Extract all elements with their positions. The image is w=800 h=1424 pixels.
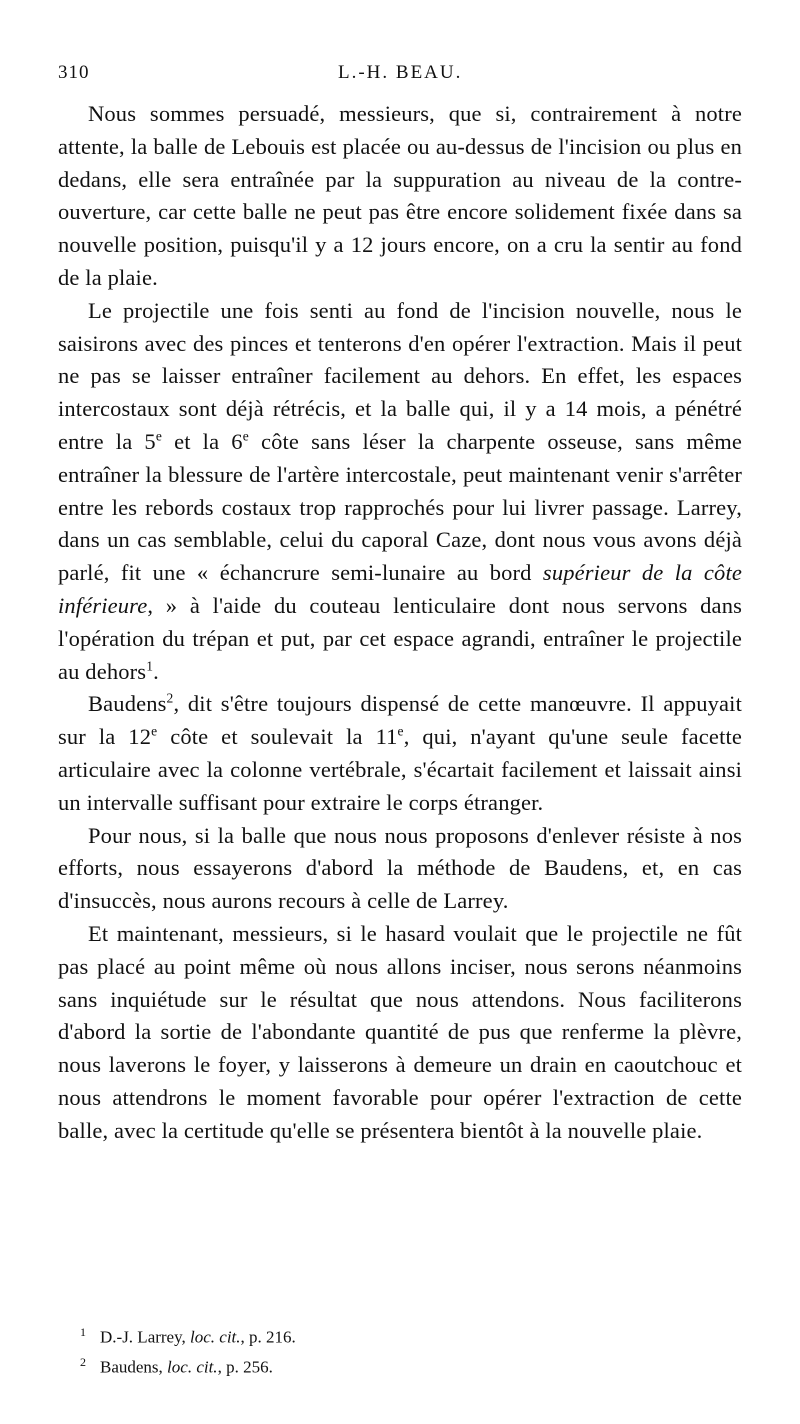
- footnote-1: 1 D.-J. Larrey, loc. cit., p. 216.: [80, 1325, 296, 1347]
- paragraph-1: Nous sommes persuadé, messieurs, que si, contrairement à notre attente, la balle de Lebouis est placée ou au-dessus de l'incision ou plus en dedans, elle sera entraînée par la suppuration au niveau de la contre-ouverture, car cette balle ne peut pas être encore solidement fixée dans sa nouvelle position, puisqu'il y a 12 jours encore, on a cru la sentir au fond de la plaie.: [58, 101, 742, 290]
- running-head: L.-H. BEAU.: [338, 62, 463, 83]
- italic-phrase: supérieur de la côte inférieure: [58, 560, 742, 618]
- footnote-2: 2 Baudens, loc. cit., p. 256.: [80, 1354, 273, 1377]
- footnote-ref-2[interactable]: 2: [166, 690, 174, 706]
- paragraph-3: Baudens$^2$, dit s'être toujours dispensé de cette manœuvre. Il appuyait sur la 12e côte et soulevait la 11e, qui, n'ayant qu'une seule facette articulaire avec la colonne vertébrale, s'écartait facilement et laissait ainsi un intervalle suffisant pour extraire le corps étranger.: [58, 690, 743, 815]
- paragraph-5: Et maintenant, messieurs, si le hasard voulait que le projectile ne fût pas placé au point même où nous allons inciser, nous serons néanmoins sans inquiétude sur le résultat que nous attendons. Nous faciliterons d'abord la sortie de l'abondante quantité de pus que renferme la plèvre, nous laverons le foyer, y laisserons à demeure un drain en caoutchouc et nous attendrons le moment favorable pour opérer l'extraction de cette balle, avec la certitude qu'elle se présentera bientôt à la nouvelle plaie.: [58, 920, 742, 1143]
- footnote-ref-1[interactable]: 1: [146, 658, 154, 674]
- footnotes: [80, 1320, 680, 1379]
- page-header: [58, 62, 760, 92]
- body-text: [58, 98, 742, 1148]
- paragraph-2: Le projectile une fois senti au fond de l'incision nouvelle, nous le saisirons avec des pinces et tenterons d'en opérer l'extraction. Mais il peut ne pas se laisser entraîner facilement au dehors. En effet, les espaces intercostaux sont déjà rétrécis, et la balle qui, il y a 14 mois, a pénétré entre la 5e et la 6e côte sans léser la charpente osseuse, sans même entraîner la blessure de l'artère intercostale, peut maintenant venir s'arrêter entre les rebords costaux trop rapprochés pour lui livrer passage. Larrey, dans un cas semblable, celui du caporal Caze, dont nous vous avons déjà parlé, fit une « échancrure semi-lunaire au bord supérieur de la côte inférieure, » à l'aide du couteau lenticulaire dont nous servons dans l'opération du trépan et put, par cet espace agrandi, entraîner le projectile au dehors$^1$.: [58, 297, 742, 684]
- paragraph-4: Pour nous, si la balle que nous nous proposons d'enlever résiste à nos efforts, nous essayerons d'abord la méthode de Baudens, et, en cas d'insuccès, nous aurons recours à celle de Larrey.: [58, 822, 742, 914]
- page-number: 310: [58, 62, 90, 83]
